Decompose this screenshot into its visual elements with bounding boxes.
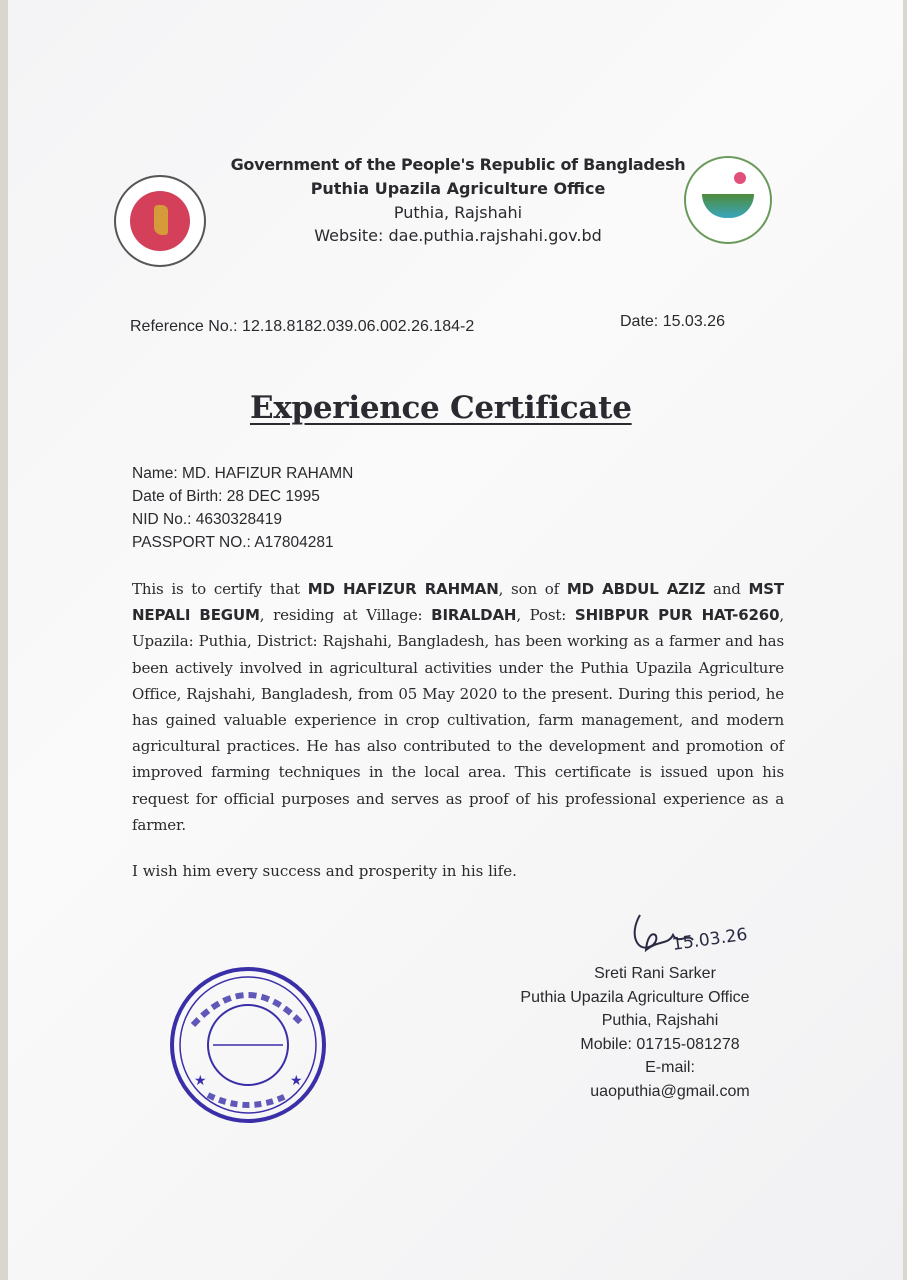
signatory-block [495,962,775,1103]
personal-info [132,462,353,554]
office-name: Puthia Upazila Agriculture Office [310,179,606,198]
body-text: This is to certify that [132,580,308,598]
body-text: , son of [498,580,567,598]
info-nid: NID No.: 4630328419 [132,511,282,528]
certificate-page [8,0,903,1280]
info-dob: Date of Birth: 28 DEC 1995 [132,488,320,505]
government-title: Government of the People's Republic of Bangladesh [230,155,686,174]
body-bold: SHIBPUR PUR HAT-6260 [574,606,780,625]
signatory-office: Puthia Upazila Agriculture Office [520,988,750,1006]
body-bold: MST NEPALI BEGUM [132,580,785,625]
letterhead [208,153,708,247]
certificate-body [132,576,784,838]
body-text: , Upazila: Puthia, District: Rajshahi, Bangladesh, has been working as a farmer and has been actively involved in agricultural activities under the Puthia Upazila Agriculture Office, Rajshahi, Bangladesh, from 05 May 2020 to the present. During this period, he has gained valuable experience in crop cultivation, farm management, and modern agricultural practices. He has also contributed to the development and promotion of improved farming techniques in the local area. This certificate is issued upon his request for official purposes and serves as proof of his professional experience as a farmer. [132,606,784,834]
office-website: Website: dae.puthia.rajshahi.gov.bd [314,226,602,245]
signatory-location: Puthia, Rajshahi [601,1012,719,1029]
body-bold: MD HAFIZUR RAHMAN [307,580,499,598]
body-bold: BIRALDAH [431,606,517,625]
signatory-mobile: Mobile: 01715-081278 [580,1035,740,1053]
signatory-name: Sreti Rani Sarker [594,965,716,982]
bangladesh-government-seal [114,175,206,267]
body-text: and [705,580,749,598]
info-name: Name: MD. HAFIZUR RAHAMN [132,465,354,482]
body-text: , residing at Village: [259,606,432,625]
signatory-email: E-mail: uaoputhia@gmail.com [590,1059,750,1100]
info-passport: PASSPORT NO.: A17804281 [132,534,334,551]
office-location: Puthia, Rajshahi [393,203,523,222]
signature-date: 15.03.26 [670,924,749,955]
body-text: , Post: [516,606,575,625]
svg-text:★: ★ [290,1072,303,1088]
issue-date: Date: 15.03.26 [620,313,725,330]
document-title: Experience Certificate [250,390,632,426]
body-bold: MD ABDUL AZIZ [566,580,706,598]
reference-number: Reference No.: 12.18.8182.039.06.002.26.184-2 [130,318,475,335]
closing-line: I wish him every success and prosperity in his life. [132,862,517,880]
svg-text:★: ★ [194,1072,207,1088]
official-round-stamp [168,965,328,1125]
